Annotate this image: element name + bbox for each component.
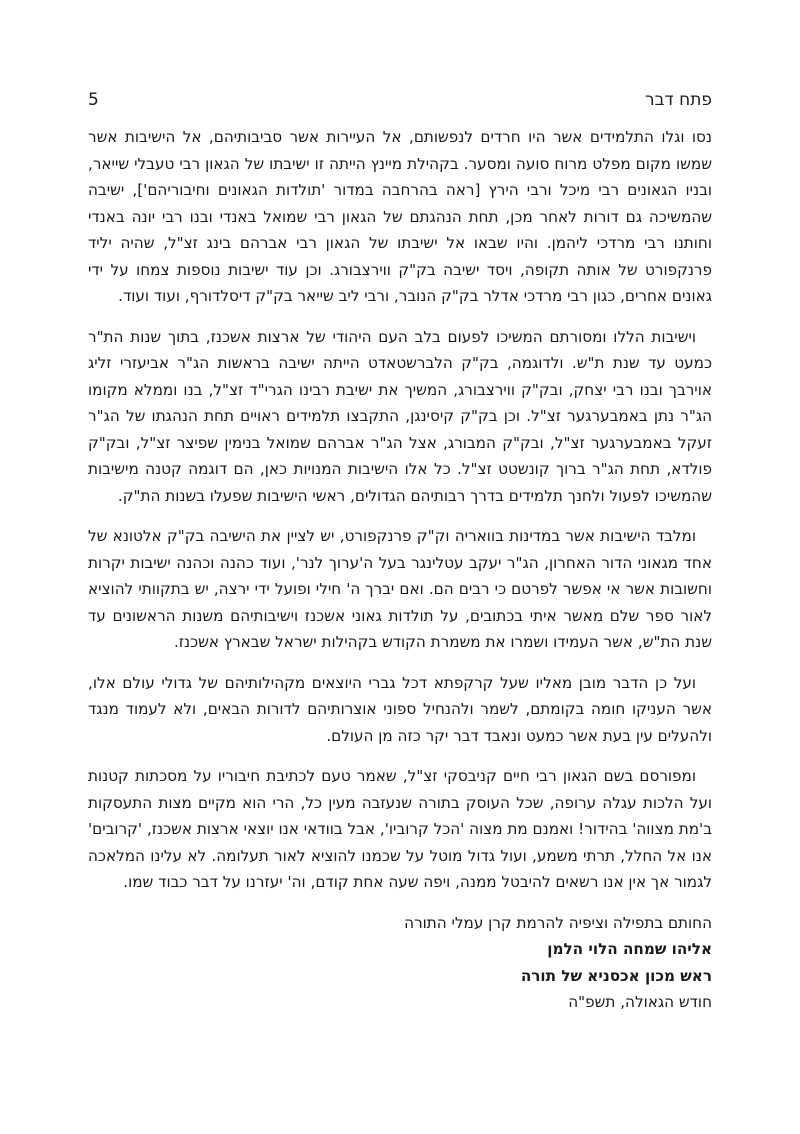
paragraph: ועל כן הדבר מובן מאליו שעל קרקפתא דכל גברי היוצאים מקהילותיהם של גדולי עולם אלו, אשר העניקו חומה בקומתם, לשמר ולהנחיל ספוני אוצרותיהם לדורות הבאים, ולא לעמוד מנגד ולהעלים עין בעת אשר כמעט ונאבד דבר יקר כזה מן העולם. [88, 673, 712, 745]
page-number: 5 [88, 90, 99, 110]
paragraph: וישיבות הללו ומסורתם המשיכו לפעום בלב העם היהודי של ארצות אשכנז, בתוך שנות הת"ר כמעט עד שנת ת"ש. ולדוגמה, בק"ק הלברשטאדט הייתה ישיבה בראשות הג"ר אביעזרי זליג אוירבך ובנו רבי יצחק, ובק"ק ווירצבורג, המשיך את ישיבת רבינו הגרי"ד זצ"ל, בנו וממלא מקומו הג"ר נתן באמבערגער זצ"ל. וכן בק"ק קיסינגן, התקבצו תלמידים ראויים תחת הנהגתו של הג"ר זעקל באמבערגער זצ"ל, ובק"ק המבורג, אצל הג"ר אברהם שמואל בנימין שפיצר זצ"ל, ובק"ק פולדא, תחת הג"ר ברוך קונשטט זצ"ל. כל אלו הישיבות המנויות כאן, הם דוגמה קטנה מישיבות שהמשיכו לפעול ולחנך תלמידים בדרך רבותיהם הגדולים, ראשי הישיבות שפעלו בשנות הת"ק. [88, 327, 712, 505]
body-text [88, 124, 712, 896]
page-header [88, 88, 712, 124]
signature-date: חודש הגאולה, תשפ"ה [568, 993, 712, 1011]
paragraph: נסו וגלו התלמידים אשר היו חרדים לנפשותם, אל העיירות אשר סביבותיהם, אל הישיבות אשר שמשו מקום מפלט מרוח סועה ומסער. בקהילת מיינץ הייתה זו ישיבתו של הגאון רבי טעבלי שייאר, ובניו הגאונים רבי מיכל ורבי הירץ [ראה בהרחבה במדור 'תולדות הגאונים וחיבוריהם'], ישיבה שהמשיכה גם דורות לאחר מכן, תחת הנהגתם של הגאון רבי שמואל באנדי ובנו רבי יונה באנדי וחותנו רבי מרדכי ליהמן. והיו שבאו אל ישיבתו של הגאון רבי אברהם בינג זצ"ל, שהיה יליד פרנקפורט של אותה תקופה, ויסד ישיבה בק"ק ווירצבורג. וכן עוד ישיבות נוספות צמחו על ידי גאונים אחרים, כגון רבי מרדכי אדלר בק"ק הנובר, ורבי ליב שייאר בק"ק דיסלדורף, ועוד ועוד. [88, 128, 712, 305]
running-title: פתח דבר [644, 90, 712, 110]
paragraph: ומפורסם בשם הגאון רבי חיים קניבסקי זצ"ל, שאמר טעם לכתיבת חיבוריו על מסכתות קטנות ועל הלכות עגלה ערופה, שכל העוסק בתורה שנעזבה מעין כל, הרי הוא מקיים מצות התעסקות ב'מת מצווה' בהידור! ואמנם מת מצוה 'הכל קרוביו', אבל בוודאי אנו יוצאי ארצות אשכנז, 'קרובים' אנו אל החלל, תרתי משמע, ועול גדול מוטל על שכמנו להוציא לאור תעלומה. לא עלינו המלאכה לגמור אך אין אנו רשאים להיבטל ממנה, ויפה שעה אחת קודם, וה' יעזרנו על דבר כבוד שמו. [88, 767, 712, 891]
paragraph: ומלבד הישיבות אשר במדינות בוואריה וק"ק פרנקפורט, יש לציין את הישיבה בק"ק אלטונא של אחד מגאוני הדור האחרון, הג"ר יעקב עטלינגר בעל ה'ערוך לנר', ועוד כהנה וכהנה ישיבות יקרות וחשובות אשר אי אפשר לפרטם כי רבים הם. ואם יברך ה' חילי ופועל ידי ירצה, יש בתקוותי להוציא לאור ספר שלם מאשר איתי בכתובים, על תולדות גאוני אשכנז וישיבותיהם משנות הראשונים עד שנת הת"ש, אשר העמידו ושמרו את משמרת הקודש בקהילות ישראל שבארץ אשכנז. [88, 527, 712, 651]
signature-name: אליהו שמחה הלוי הלמן [547, 940, 712, 958]
signature-closing: החותם בתפילה וציפיה להרמת קרן עמלי התורה [404, 913, 712, 932]
signature-title: ראש מכון אכסניא של תורה [520, 966, 712, 985]
signature-block [88, 910, 712, 1016]
document-page [88, 88, 712, 1016]
